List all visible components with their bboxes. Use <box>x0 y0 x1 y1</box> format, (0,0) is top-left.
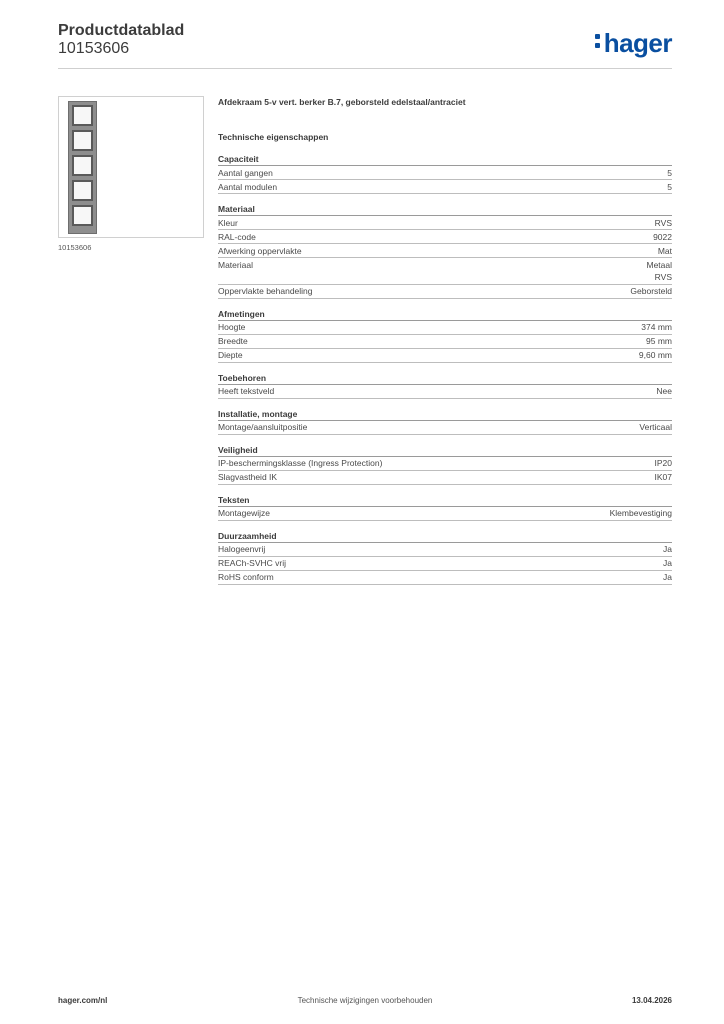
spec-value <box>667 167 672 180</box>
section-title: Afmetingen <box>218 308 672 321</box>
spec-label: Kleur <box>218 217 238 228</box>
product-image <box>58 96 204 238</box>
spec-value-line: Metaal <box>646 259 672 270</box>
frame-slot <box>72 155 93 176</box>
spec-value-line: Ja <box>663 572 672 582</box>
spec-value-line: 374 mm <box>641 322 672 332</box>
spec-value-line: 5 <box>667 167 672 178</box>
footer-website-link[interactable]: hager.com/nl <box>58 996 108 1005</box>
spec-label: IP-beschermingsklasse (Ingress Protection) <box>218 458 383 468</box>
logo-text: hager <box>603 28 672 58</box>
spec-value-line: IK07 <box>654 472 672 482</box>
spec-value <box>610 507 672 520</box>
spec-value <box>667 181 672 194</box>
spec-section <box>218 372 672 399</box>
spec-value <box>646 259 672 284</box>
spec-label: Aantal gangen <box>218 167 273 178</box>
spec-value <box>663 571 672 584</box>
spec-value-line: 5 <box>667 181 672 192</box>
spec-value <box>663 557 672 570</box>
product-description: Afdekraam 5-v vert. berker B.7, geborsteld edelstaal/antraciet <box>218 97 466 107</box>
section-title: Installatie, montage <box>218 408 672 421</box>
frame-slot <box>72 105 93 126</box>
spec-label: Montage/aansluitpositie <box>218 422 308 432</box>
tech-heading: Technische eigenschappen <box>218 132 329 142</box>
footer-date: 13.04.2026 <box>631 996 672 1005</box>
spec-row <box>218 543 672 557</box>
section-title: Capaciteit <box>218 153 672 166</box>
spec-value-line: IP20 <box>654 458 672 468</box>
spec-row <box>218 216 672 230</box>
hager-logo <box>595 28 672 59</box>
spec-label: Halogeenvrij <box>218 544 266 554</box>
spec-label: RAL-code <box>218 231 256 242</box>
spec-section <box>218 153 672 194</box>
document-number: 10153606 <box>58 40 130 57</box>
product-details <box>218 96 672 585</box>
spec-value-line: Verticaal <box>639 422 672 432</box>
spec-label: Montagewijze <box>218 508 270 518</box>
spec-value <box>630 285 672 298</box>
section-title: Toebehoren <box>218 372 672 385</box>
spec-row <box>218 349 672 363</box>
spec-row <box>218 285 672 299</box>
section-title: Materiaal <box>218 203 672 216</box>
spec-row <box>218 258 672 285</box>
spec-value-line: 9022 <box>653 231 672 242</box>
spec-value-line: RVS <box>654 217 672 228</box>
spec-row <box>218 335 672 349</box>
spec-section <box>218 408 672 435</box>
spec-section <box>218 203 672 299</box>
spec-value-line: Nee <box>656 386 672 396</box>
spec-value <box>655 217 672 230</box>
spec-section <box>218 444 672 485</box>
spec-row <box>218 457 672 471</box>
spec-section <box>218 308 672 363</box>
page-header <box>58 20 672 70</box>
spec-row <box>218 557 672 571</box>
spec-value <box>653 231 672 244</box>
spec-value-line: Ja <box>663 544 672 554</box>
frame-slot <box>72 130 93 151</box>
spec-label: Heeft tekstveld <box>218 386 275 396</box>
footer-disclaimer: Technische wijzigingen voorbehouden <box>297 996 433 1005</box>
spec-label: Aantal modulen <box>218 181 278 192</box>
spec-row <box>218 244 672 258</box>
spec-value <box>655 457 673 470</box>
spec-label: Breedte <box>218 336 248 346</box>
spec-sections <box>218 153 672 585</box>
frame-slot <box>72 205 93 226</box>
cover-frame-illustration <box>68 101 97 234</box>
spec-label: Afwerking oppervlakte <box>218 245 302 256</box>
spec-label: Slagvastheid IK <box>218 472 278 482</box>
spec-row <box>218 571 672 585</box>
section-title: Teksten <box>218 494 672 507</box>
section-title: Duurzaamheid <box>218 530 672 543</box>
spec-label: Hoogte <box>218 322 246 332</box>
spec-value-line: Mat <box>657 245 672 256</box>
spec-value <box>639 421 672 434</box>
spec-label: Materiaal <box>218 259 253 270</box>
spec-row <box>218 507 672 521</box>
spec-value-line: 9,60 mm <box>638 350 672 360</box>
spec-row <box>218 230 672 244</box>
document-title: Productdatablad <box>58 22 185 39</box>
spec-section <box>218 494 672 521</box>
spec-value-line: RVS <box>654 272 672 282</box>
spec-row <box>218 180 672 194</box>
spec-row <box>218 471 672 485</box>
spec-row <box>218 166 672 180</box>
spec-row <box>218 321 672 335</box>
spec-value-line: Geborsteld <box>630 286 672 296</box>
spec-label: RoHS conform <box>218 572 274 582</box>
spec-value <box>655 471 673 484</box>
image-caption: 10153606 <box>58 243 92 252</box>
spec-value-line: Ja <box>663 558 672 568</box>
spec-row <box>218 385 672 399</box>
spec-value <box>646 335 672 348</box>
spec-row <box>218 421 672 435</box>
spec-label: REACh-SVHC vrij <box>218 558 287 568</box>
spec-value <box>663 543 672 556</box>
spec-value-line: Klembevestiging <box>609 508 672 518</box>
spec-value <box>658 245 672 258</box>
logo-dots-icon <box>595 34 601 50</box>
spec-value <box>639 349 672 362</box>
section-title: Veiligheid <box>218 444 672 457</box>
spec-value-line: 95 mm <box>646 336 672 346</box>
spec-label: Oppervlakte behandeling <box>218 286 313 296</box>
spec-value <box>641 321 672 334</box>
spec-value <box>656 385 672 398</box>
header-divider <box>58 68 672 69</box>
spec-label: Diepte <box>218 350 243 360</box>
spec-section <box>218 530 672 585</box>
frame-slot <box>72 180 93 201</box>
